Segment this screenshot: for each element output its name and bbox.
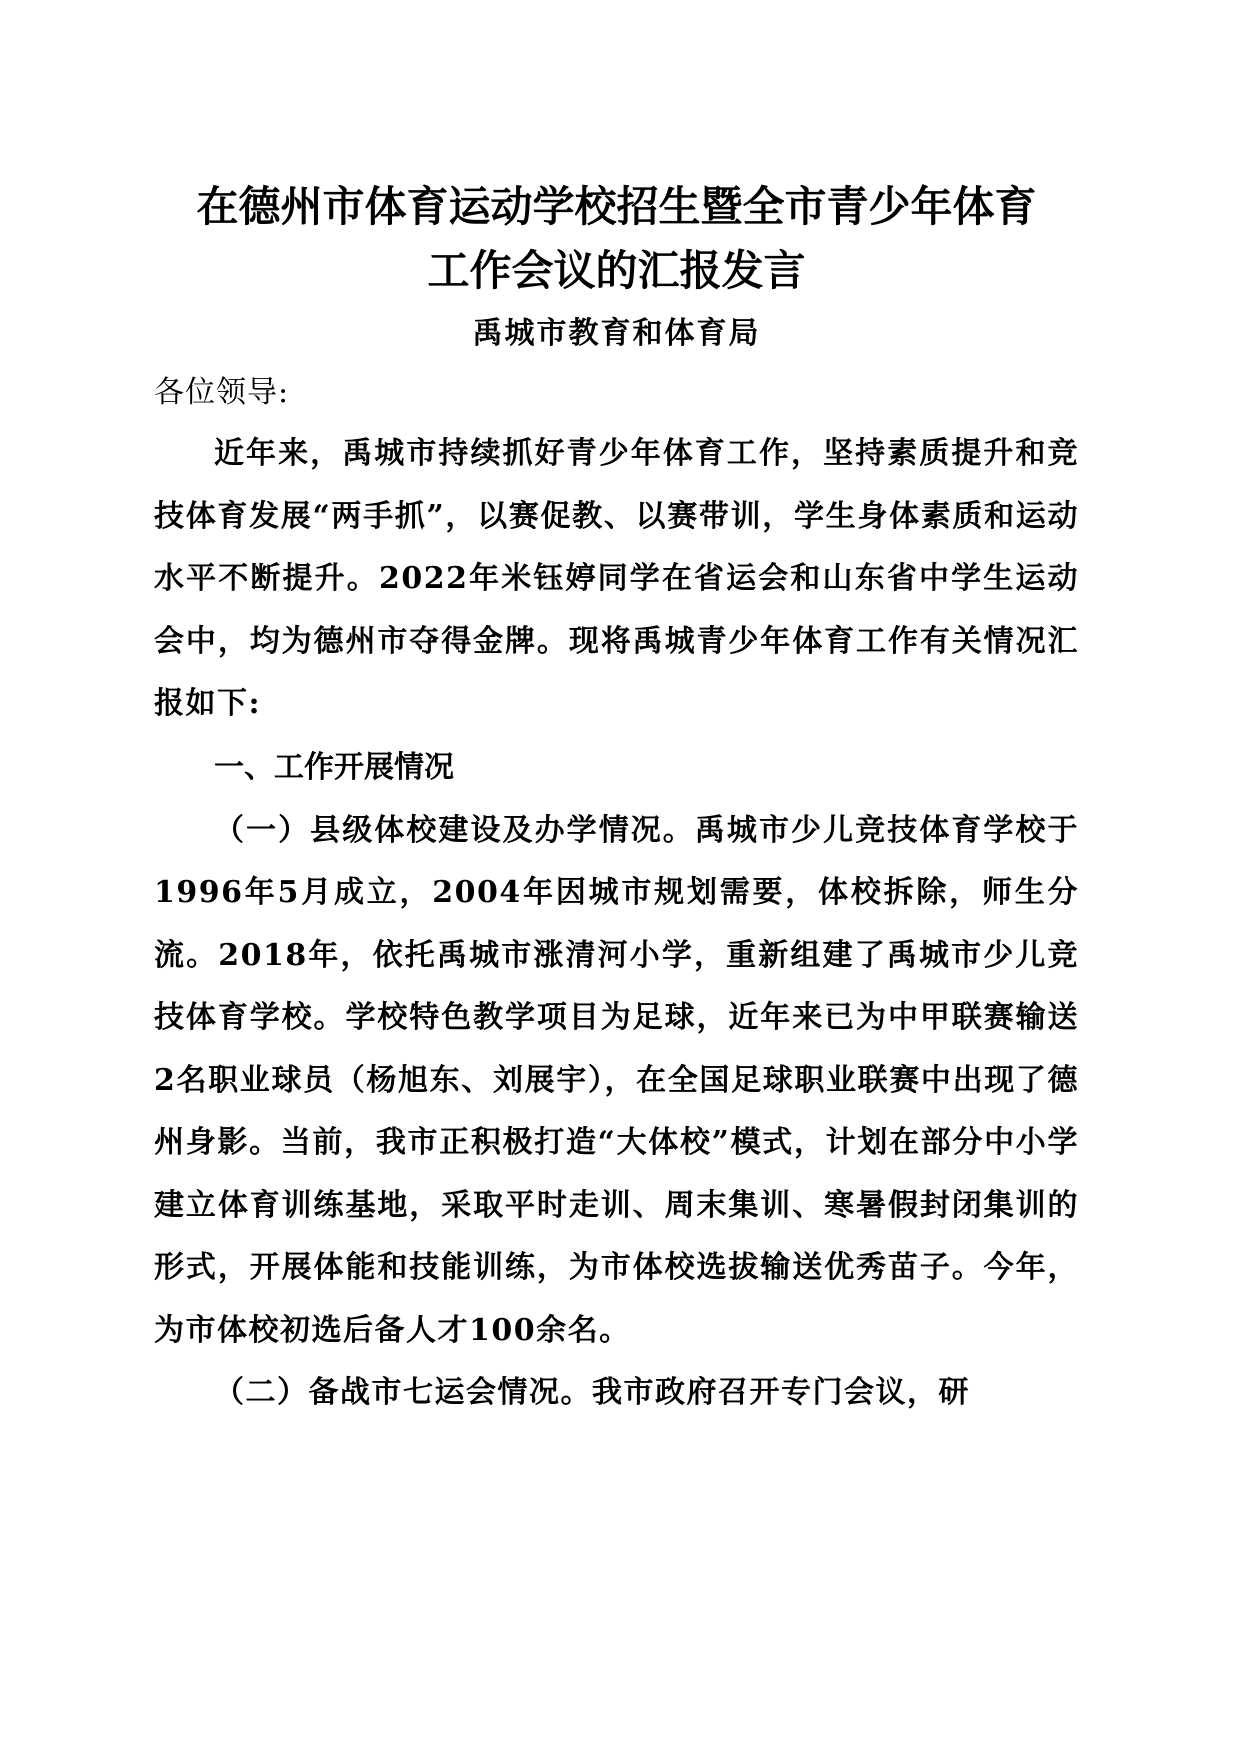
subsection-2-heading: （二）备战市七运会情况。 [214, 1375, 592, 1410]
issuing-organization: 禹城市教育和体育局 [472, 316, 761, 351]
subsection-1-body: 禹城市少儿竞技体育学校于1996年5月成立，2004年因城市规划需要，体校拆除，师生分流。2018年，依托禹城市涨清河小学，重新组建了禹城市少儿竞技体育学校。学校特色教学项目为足球，近年来已为中甲联赛输送2名职业球员（杨旭东、刘展宇），在全国足球职业联赛中出现了德州身影。当前，我市正积极打造“大体校”模式，计划在部分中小学建立体育训练基地，采取平时走训、周末集训、寒暑假封闭集训的形式，开展体能和技能训练，为市体校选拔输送优秀苗子。今年，为市体校初选后备人才100余名。 [154, 812, 1080, 1348]
intro-paragraph: 近年来，禹城市持续抓好青少年体育工作，坚持素质提升和竞技体育发展“两手抓”，以赛促教、以赛带训，学生身体素质和运动水平不断提升。2022年米钰婷同学在省运会和山东省中学生运动会中，均为德州市夺得金牌。现将禹城青少年体育工作有关情况汇报如下: [154, 436, 1079, 721]
subsection-2-paragraph [154, 1362, 1079, 1425]
section-1-heading: 一、工作开展情况 [214, 749, 454, 785]
document-title [154, 175, 1079, 303]
subsection-1-paragraph [154, 800, 1079, 1363]
salutation: 各位领导: [154, 375, 290, 410]
subsection-2-body: 我市政府召开专门会议，研 [592, 1375, 970, 1410]
title-line-2: 工作会议的汇报发言 [427, 246, 806, 295]
subsection-1-heading: （一）县级体校建设及办学情况。 [214, 812, 695, 848]
document-page [154, 175, 1079, 1425]
title-line-1: 在德州市体育运动学校招生暨全市青少年体育 [196, 182, 1037, 231]
